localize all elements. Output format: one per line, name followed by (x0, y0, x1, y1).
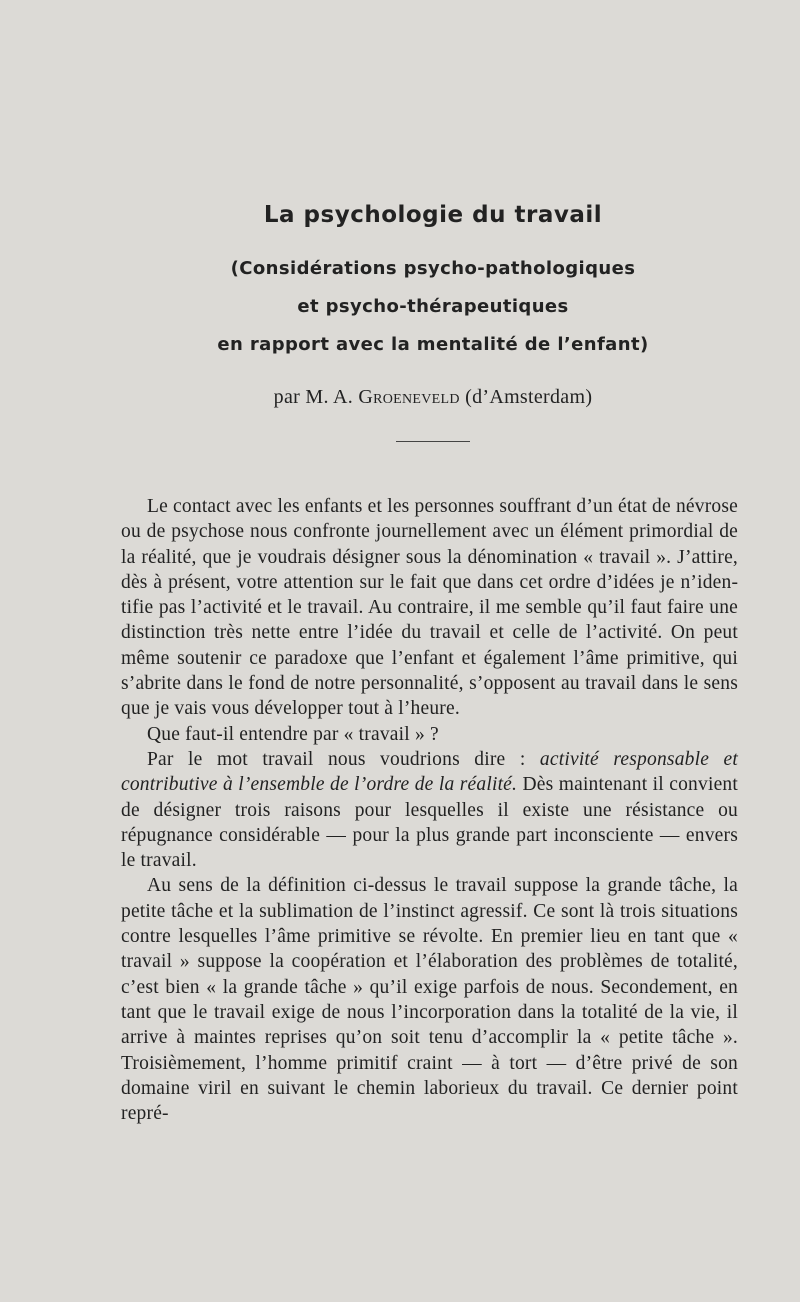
paragraph-3-start: Par le mot travail nous voudrions dire : (147, 748, 540, 770)
paragraph-1: Le contact avec les enfants et les personnes souffrant d’un état de névrose ou de psychose nous confronte journellement avec un élément primordial de la réalité, que je voudrais désigner sous la dénomination « travail ». J’attire, dès à présent, votre attention sur le fait que dans cet ordre d’idées je n’identifie pas l’activité et le travail. Au contraire, il me semble qu’il faut faire une distinction très nette entre l’idée du travail et celle de l’activité. On peut même soutenir ce paradoxe que l’enfant et également l’âme primitive, qui s’abrite dans le fond de notre personnalité, s’opposent au travail dans le sens que je vais vous développer tout à l’heure. (121, 496, 738, 720)
separator-rule (396, 441, 470, 442)
author-name: Groeneveld (358, 386, 460, 408)
author-prefix: par M. A. (273, 386, 354, 408)
definition-emphasis: activité responsable et contributive à l’ensemble de l’ordre de la réalité. (121, 748, 738, 796)
paragraph-2: Que faut-il entendre par « travail » ? (147, 723, 439, 745)
paragraph-4: Au sens de la définition ci-dessus le travail suppose la grande tâche, la petite tâche et la sublimation de l’instinct agressif. Ce sont là trois situations contre lesquelles l’âme primitive se révolte. En premier lieu en tant que « travail » suppose la coopération et l’élaboration des problèmes de totalité, c’est bien « la grande tâche » qu’il exige parfois de nous. Secondement, en tant que le travail exige de nous l’incorporation dans la totalité de la vie, il arrive à maintes reprises qu’on soit tenu d’accomplir la « petite tâche ». Troisièmement, l’homme primitif craint — à tort — d’être privé de son domaine viril en suivant le chemin laborieux du travail. Ce dernier point repré- (121, 875, 738, 1125)
author-affiliation: (d’Amsterdam) (465, 386, 593, 408)
subtitle-line-1: (Considérations psycho-pathologiques (230, 258, 636, 279)
subtitle-line-2: et psycho-thérapeutiques (297, 296, 569, 317)
paragraph-3 (121, 747, 738, 873)
article-title: La psychologie du travail (263, 202, 603, 228)
author-line (0, 386, 800, 409)
paragraph-3-end: Dès maintenant il convient de désigner trois raisons pour lesquelles il existe une résistance ou répugnance considérable — pour la plus grande part inconsciente — envers le travail. (121, 774, 738, 872)
article-body (121, 494, 738, 1126)
subtitle-line-3: en rapport avec la mentalité de l’enfant) (217, 334, 649, 355)
